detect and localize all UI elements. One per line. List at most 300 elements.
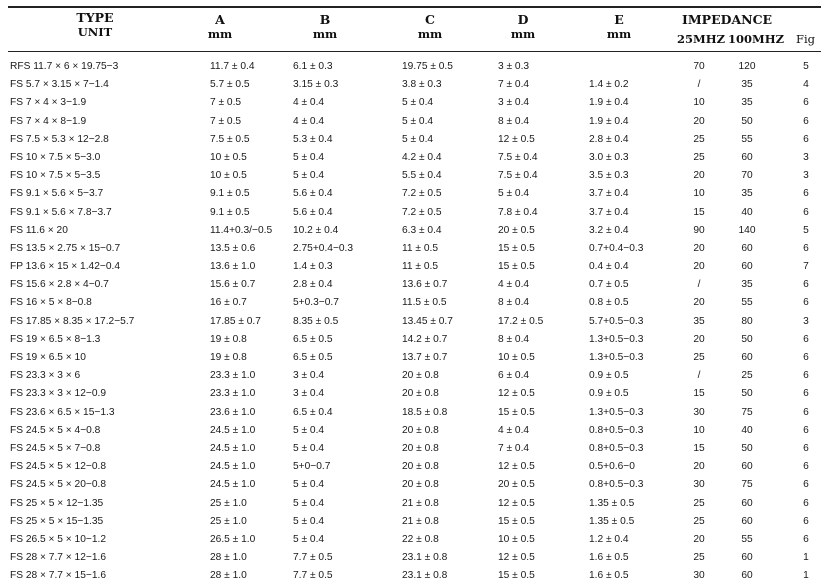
impedance-100mhz-cell: 50 xyxy=(741,388,753,400)
table-row xyxy=(0,458,829,476)
impedance-25mhz-cell: 35 xyxy=(693,315,705,327)
table-row xyxy=(0,276,829,294)
c-cell: 21 ± 0.8 xyxy=(402,497,439,509)
a-cell: 24.5 ± 1.0 xyxy=(210,479,256,491)
impedance-25mhz-cell: / xyxy=(697,279,701,291)
a-cell: 23.3 ± 1.0 xyxy=(210,388,256,400)
unit-cell: FS 19 × 6.5 × 10 xyxy=(10,352,86,363)
b-cell: 2.75+0.4−0.3 xyxy=(293,242,354,254)
unit-cell: FS 9.1 × 5.6 × 5−3.7 xyxy=(10,188,104,200)
table-row xyxy=(0,240,829,258)
a-cell: 23.3 ± 1.0 xyxy=(210,370,256,382)
b-cell: 5 ± 0.4 xyxy=(293,442,325,454)
impedance-25mhz-cell: 10 xyxy=(693,97,705,109)
header-a-unit: mm xyxy=(207,27,233,41)
impedance-100mhz-cell: 60 xyxy=(741,261,753,273)
d-cell: 15 ± 0.5 xyxy=(498,261,535,273)
unit-cell: FS 19 × 6.5 × 8−1.3 xyxy=(10,333,101,345)
impedance-25mhz-cell: 25 xyxy=(693,352,705,363)
e-cell: 5.7+0.5−0.3 xyxy=(589,315,644,327)
b-cell: 5 ± 0.4 xyxy=(293,533,325,545)
impedance-100mhz-cell: 60 xyxy=(741,242,753,254)
impedance-100mhz-cell: 60 xyxy=(741,497,753,509)
fig-cell: 6 xyxy=(803,461,809,473)
a-cell: 25 ± 1.0 xyxy=(210,497,247,509)
fig-cell: 7 xyxy=(803,261,809,273)
b-cell: 5+0−0.7 xyxy=(293,461,331,473)
impedance-25mhz-cell: 15 xyxy=(693,442,705,454)
fig-cell: 6 xyxy=(803,388,809,400)
a-cell: 10 ± 0.5 xyxy=(210,151,247,163)
e-cell: 1.9 ± 0.4 xyxy=(589,97,629,109)
fig-cell: 3 xyxy=(803,151,809,163)
d-cell: 7.5 ± 0.4 xyxy=(498,170,538,182)
table-row xyxy=(0,313,829,331)
table-row xyxy=(0,76,829,94)
e-cell: 1.35 ± 0.5 xyxy=(589,497,635,509)
impedance-100mhz-cell: 25 xyxy=(741,370,753,382)
impedance-100mhz-cell: 35 xyxy=(741,97,753,109)
e-cell: 0.9 ± 0.5 xyxy=(589,370,629,382)
table-row xyxy=(0,167,829,185)
c-cell: 23.1 ± 0.8 xyxy=(402,570,448,582)
unit-cell: FS 25 × 5 × 12−1.35 xyxy=(10,497,104,509)
unit-cell: FS 7 × 4 × 3−1.9 xyxy=(10,97,87,109)
b-cell: 5 ± 0.4 xyxy=(293,151,325,163)
unit-cell: FS 15.6 × 2.8 × 4−0.7 xyxy=(10,279,109,291)
fig-cell: 6 xyxy=(803,188,809,200)
fig-cell: 1 xyxy=(803,570,809,582)
d-cell: 7.8 ± 0.4 xyxy=(498,206,538,218)
fig-cell: 5 xyxy=(803,61,809,72)
table-row xyxy=(0,367,829,385)
header-25mhz: 25MHZ xyxy=(677,32,725,46)
b-cell: 5+0.3−0.7 xyxy=(293,297,339,309)
header-a xyxy=(205,12,235,41)
fig-cell: 6 xyxy=(803,97,809,109)
header-100mhz: 100MHZ xyxy=(728,32,784,46)
table-row xyxy=(0,204,829,222)
impedance-25mhz-cell: 30 xyxy=(693,570,705,582)
c-cell: 5.5 ± 0.4 xyxy=(402,170,442,182)
e-cell: 3.2 ± 0.4 xyxy=(589,224,629,236)
impedance-100mhz-cell: 70 xyxy=(741,170,753,182)
header-d-label: D xyxy=(517,12,529,27)
b-cell: 6.5 ± 0.5 xyxy=(293,333,333,345)
b-cell: 5.6 ± 0.4 xyxy=(293,188,333,200)
c-cell: 20 ± 0.8 xyxy=(402,370,439,382)
fig-cell: 6 xyxy=(803,406,809,418)
impedance-100mhz-cell: 120 xyxy=(738,61,756,72)
impedance-100mhz-cell: 35 xyxy=(741,279,753,291)
impedance-25mhz-cell: 20 xyxy=(693,461,705,473)
d-cell: 8 ± 0.4 xyxy=(498,297,530,309)
unit-cell: RFS 11.7 × 6 × 19.75−3 xyxy=(10,61,119,72)
c-cell: 7.2 ± 0.5 xyxy=(402,206,442,218)
table-row xyxy=(0,422,829,440)
d-cell: 12 ± 0.5 xyxy=(498,552,535,564)
e-cell: 1.4 ± 0.2 xyxy=(589,79,629,91)
a-cell: 5.7 ± 0.5 xyxy=(210,79,250,91)
top-rule xyxy=(8,6,821,8)
fig-cell: 1 xyxy=(803,552,809,564)
e-cell: 1.6 ± 0.5 xyxy=(589,552,629,564)
c-cell: 20 ± 0.8 xyxy=(402,424,439,436)
e-cell: 0.7 ± 0.5 xyxy=(589,279,629,291)
fig-cell: 6 xyxy=(803,424,809,436)
b-cell: 6.1 ± 0.3 xyxy=(293,61,333,72)
impedance-25mhz-cell: 70 xyxy=(693,61,705,72)
a-cell: 19 ± 0.8 xyxy=(210,333,247,345)
impedance-25mhz-cell: 25 xyxy=(693,497,705,509)
b-cell: 4 ± 0.4 xyxy=(293,115,325,127)
impedance-25mhz-cell: 20 xyxy=(693,115,705,127)
b-cell: 6.5 ± 0.4 xyxy=(293,406,333,418)
impedance-100mhz-cell: 50 xyxy=(741,333,753,345)
header-rule xyxy=(8,51,821,52)
b-cell: 4 ± 0.4 xyxy=(293,97,325,109)
b-cell: 5 ± 0.4 xyxy=(293,497,325,509)
c-cell: 20 ± 0.8 xyxy=(402,388,439,400)
b-cell: 3.15 ± 0.3 xyxy=(293,79,339,91)
c-cell: 20 ± 0.8 xyxy=(402,461,439,473)
a-cell: 28 ± 1.0 xyxy=(210,552,247,564)
fig-cell: 4 xyxy=(803,79,809,91)
fig-cell: 6 xyxy=(803,352,809,363)
impedance-25mhz-cell: 20 xyxy=(693,297,705,309)
impedance-25mhz-cell: 10 xyxy=(693,188,705,200)
impedance-100mhz-cell: 60 xyxy=(741,552,753,564)
header-d xyxy=(508,12,538,41)
unit-cell: FS 24.5 × 5 × 12−0.8 xyxy=(10,461,107,473)
a-cell: 13.6 ± 1.0 xyxy=(210,261,256,273)
unit-cell: FS 25 × 5 × 15−1.35 xyxy=(10,515,104,527)
b-cell: 5 ± 0.4 xyxy=(293,515,325,527)
impedance-100mhz-cell: 60 xyxy=(741,461,753,473)
impedance-25mhz-cell: 25 xyxy=(693,133,705,145)
unit-cell: FS 17.85 × 8.35 × 17.2−5.7 xyxy=(10,315,135,327)
b-cell: 5 ± 0.4 xyxy=(293,424,325,436)
fig-cell: 6 xyxy=(803,497,809,509)
c-cell: 7.2 ± 0.5 xyxy=(402,188,442,200)
e-cell: 0.8+0.5−0.3 xyxy=(589,424,644,436)
c-cell: 6.3 ± 0.4 xyxy=(402,224,442,236)
impedance-100mhz-cell: 60 xyxy=(741,352,753,363)
d-cell: 7.5 ± 0.4 xyxy=(498,151,538,163)
e-cell: 0.8+0.5−0.3 xyxy=(589,442,644,454)
impedance-25mhz-cell: 20 xyxy=(693,333,705,345)
fig-cell: 6 xyxy=(803,297,809,309)
b-cell: 8.35 ± 0.5 xyxy=(293,315,339,327)
c-cell: 13.7 ± 0.7 xyxy=(402,352,448,363)
header-fig: Fig xyxy=(796,32,816,46)
header-unit-label: UNIT xyxy=(77,25,113,39)
a-cell: 26.5 ± 1.0 xyxy=(210,533,256,545)
impedance-25mhz-cell: / xyxy=(697,79,701,91)
c-cell: 5 ± 0.4 xyxy=(402,115,434,127)
unit-cell: FS 24.5 × 5 × 20−0.8 xyxy=(10,479,107,491)
a-cell: 19 ± 0.8 xyxy=(210,352,247,363)
fig-cell: 6 xyxy=(803,515,809,527)
table-row xyxy=(0,131,829,149)
e-cell: 1.3+0.5−0.3 xyxy=(589,333,644,345)
impedance-100mhz-cell: 140 xyxy=(738,224,756,236)
d-cell: 10 ± 0.5 xyxy=(498,352,535,363)
a-cell: 25 ± 1.0 xyxy=(210,515,247,527)
a-cell: 7 ± 0.5 xyxy=(210,97,242,109)
header-type-unit xyxy=(60,10,130,39)
e-cell: 2.8 ± 0.4 xyxy=(589,133,629,145)
impedance-100mhz-cell: 80 xyxy=(741,315,753,327)
unit-cell: FS 24.5 × 5 × 7−0.8 xyxy=(10,442,101,454)
fig-cell: 6 xyxy=(803,442,809,454)
d-cell: 4 ± 0.4 xyxy=(498,424,530,436)
d-cell: 17.2 ± 0.5 xyxy=(498,315,544,327)
e-cell: 0.5+0.6−0 xyxy=(589,461,635,473)
unit-cell: FS 23.3 × 3 × 6 xyxy=(10,370,81,382)
impedance-25mhz-cell: 10 xyxy=(693,424,705,436)
b-cell: 2.8 ± 0.4 xyxy=(293,279,333,291)
table-body xyxy=(0,58,829,585)
impedance-25mhz-cell: 90 xyxy=(693,224,705,236)
d-cell: 5 ± 0.4 xyxy=(498,188,530,200)
b-cell: 3 ± 0.4 xyxy=(293,370,325,382)
impedance-25mhz-cell: 15 xyxy=(693,388,705,400)
impedance-25mhz-cell: 25 xyxy=(693,552,705,564)
d-cell: 15 ± 0.5 xyxy=(498,515,535,527)
unit-cell: FS 7 × 4 × 8−1.9 xyxy=(10,115,87,127)
e-cell: 1.9 ± 0.4 xyxy=(589,115,629,127)
table-row xyxy=(0,294,829,312)
c-cell: 11.5 ± 0.5 xyxy=(402,297,447,309)
a-cell: 7.5 ± 0.5 xyxy=(210,133,250,145)
e-cell: 3.7 ± 0.4 xyxy=(589,206,629,218)
fig-cell: 3 xyxy=(803,315,809,327)
impedance-25mhz-cell: 20 xyxy=(693,261,705,273)
d-cell: 15 ± 0.5 xyxy=(498,570,535,582)
table-row xyxy=(0,149,829,167)
impedance-100mhz-cell: 55 xyxy=(741,297,753,309)
b-cell: 5 ± 0.4 xyxy=(293,479,325,491)
a-cell: 7 ± 0.5 xyxy=(210,115,242,127)
fig-cell: 6 xyxy=(803,242,809,254)
header-c-label: C xyxy=(425,12,435,27)
fig-cell: 6 xyxy=(803,115,809,127)
c-cell: 13.6 ± 0.7 xyxy=(402,279,448,291)
table-row xyxy=(0,331,829,349)
a-cell: 17.85 ± 0.7 xyxy=(210,315,261,327)
e-cell: 0.8 ± 0.5 xyxy=(589,297,629,309)
a-cell: 9.1 ± 0.5 xyxy=(210,188,250,200)
impedance-25mhz-cell: 25 xyxy=(693,515,705,527)
table-row xyxy=(0,222,829,240)
impedance-25mhz-cell: / xyxy=(697,370,701,382)
header-e-unit: mm xyxy=(606,27,632,41)
a-cell: 16 ± 0.7 xyxy=(210,297,247,309)
c-cell: 4.2 ± 0.4 xyxy=(402,151,442,163)
unit-cell: FS 26.5 × 5 × 10−1.2 xyxy=(10,533,107,545)
a-cell: 24.5 ± 1.0 xyxy=(210,442,256,454)
c-cell: 20 ± 0.8 xyxy=(402,442,439,454)
a-cell: 28 ± 1.0 xyxy=(210,570,247,582)
fig-cell: 6 xyxy=(803,479,809,491)
fig-cell: 6 xyxy=(803,206,809,218)
header-b-unit: mm xyxy=(312,27,338,41)
header-a-label: A xyxy=(215,12,225,27)
impedance-100mhz-cell: 60 xyxy=(741,515,753,527)
impedance-25mhz-cell: 25 xyxy=(693,151,705,163)
d-cell: 12 ± 0.5 xyxy=(498,497,535,509)
impedance-100mhz-cell: 35 xyxy=(741,79,753,91)
c-cell: 21 ± 0.8 xyxy=(402,515,439,527)
impedance-25mhz-cell: 15 xyxy=(693,206,705,218)
table-row xyxy=(0,385,829,403)
c-cell: 22 ± 0.8 xyxy=(402,533,439,545)
header-d-unit: mm xyxy=(510,27,536,41)
d-cell: 12 ± 0.5 xyxy=(498,388,535,400)
fig-cell: 6 xyxy=(803,333,809,345)
c-cell: 5 ± 0.4 xyxy=(402,133,434,145)
unit-cell: FS 28 × 7.7 × 12−1.6 xyxy=(10,552,107,564)
header-b xyxy=(310,12,340,41)
impedance-25mhz-cell: 30 xyxy=(693,479,705,491)
a-cell: 15.6 ± 0.7 xyxy=(210,279,256,291)
impedance-100mhz-cell: 50 xyxy=(741,115,753,127)
header-c xyxy=(415,12,445,41)
fig-cell: 3 xyxy=(803,170,809,182)
b-cell: 6.5 ± 0.5 xyxy=(293,352,333,363)
header-impedance: IMPEDANCE xyxy=(682,12,773,27)
c-cell: 3.8 ± 0.3 xyxy=(402,79,442,91)
impedance-25mhz-cell: 20 xyxy=(693,242,705,254)
b-cell: 7.7 ± 0.5 xyxy=(293,570,333,582)
a-cell: 10 ± 0.5 xyxy=(210,170,247,182)
d-cell: 10 ± 0.5 xyxy=(498,533,535,545)
b-cell: 7.7 ± 0.5 xyxy=(293,552,333,564)
e-cell: 0.4 ± 0.4 xyxy=(589,261,629,273)
fig-cell: 5 xyxy=(803,224,809,236)
c-cell: 19.75 ± 0.5 xyxy=(402,61,453,72)
impedance-100mhz-cell: 75 xyxy=(741,406,753,418)
table-row xyxy=(0,440,829,458)
c-cell: 23.1 ± 0.8 xyxy=(402,552,448,564)
e-cell: 0.8+0.5−0.3 xyxy=(589,479,644,491)
unit-cell: FS 13.5 × 2.75 × 15−0.7 xyxy=(10,242,121,254)
fig-cell: 6 xyxy=(803,133,809,145)
table-row xyxy=(0,94,829,112)
impedance-25mhz-cell: 20 xyxy=(693,170,705,182)
a-cell: 9.1 ± 0.5 xyxy=(210,206,250,218)
c-cell: 18.5 ± 0.8 xyxy=(402,406,448,418)
fig-cell: 6 xyxy=(803,279,809,291)
unit-cell: FS 24.5 × 5 × 4−0.8 xyxy=(10,424,101,436)
b-cell: 1.4 ± 0.3 xyxy=(293,261,333,273)
header-type-label: TYPE xyxy=(76,10,114,25)
impedance-100mhz-cell: 60 xyxy=(741,151,753,163)
a-cell: 24.5 ± 1.0 xyxy=(210,461,256,473)
table-row xyxy=(0,349,829,367)
d-cell: 20 ± 0.5 xyxy=(498,479,535,491)
unit-cell: FS 28 × 7.7 × 15−1.6 xyxy=(10,570,107,582)
e-cell: 1.3+0.5−0.3 xyxy=(589,406,644,418)
impedance-25mhz-cell: 30 xyxy=(693,406,705,418)
impedance-100mhz-cell: 40 xyxy=(741,424,753,436)
e-cell: 1.3+0.5−0.3 xyxy=(589,352,644,363)
d-cell: 15 ± 0.5 xyxy=(498,406,535,418)
impedance-100mhz-cell: 50 xyxy=(741,442,753,454)
a-cell: 11.7 ± 0.4 xyxy=(210,61,255,72)
b-cell: 5 ± 0.4 xyxy=(293,170,325,182)
e-cell: 3.7 ± 0.4 xyxy=(589,188,629,200)
d-cell: 12 ± 0.5 xyxy=(498,133,535,145)
a-cell: 23.6 ± 1.0 xyxy=(210,406,256,418)
d-cell: 7 ± 0.4 xyxy=(498,79,530,91)
unit-cell: FS 9.1 × 5.6 × 7.8−3.7 xyxy=(10,206,112,218)
impedance-100mhz-cell: 55 xyxy=(741,533,753,545)
c-cell: 20 ± 0.8 xyxy=(402,479,439,491)
impedance-100mhz-cell: 40 xyxy=(741,206,753,218)
table-row xyxy=(0,495,829,513)
impedance-25mhz-cell: 20 xyxy=(693,533,705,545)
table-row xyxy=(0,531,829,549)
header-e-label: E xyxy=(614,12,624,27)
table-row xyxy=(0,404,829,422)
impedance-100mhz-cell: 75 xyxy=(741,479,753,491)
d-cell: 12 ± 0.5 xyxy=(498,461,535,473)
d-cell: 3 ± 0.3 xyxy=(498,61,530,72)
header-e xyxy=(604,12,634,41)
d-cell: 15 ± 0.5 xyxy=(498,242,535,254)
d-cell: 8 ± 0.4 xyxy=(498,333,530,345)
table-row xyxy=(0,513,829,531)
a-cell: 11.4+0.3/−0.5 xyxy=(210,224,273,236)
table-row xyxy=(0,476,829,494)
fig-cell: 6 xyxy=(803,533,809,545)
impedance-100mhz-cell: 60 xyxy=(741,570,753,582)
c-cell: 11 ± 0.5 xyxy=(402,261,438,273)
e-cell: 1.35 ± 0.5 xyxy=(589,515,635,527)
b-cell: 3 ± 0.4 xyxy=(293,388,325,400)
unit-cell: FS 10 × 7.5 × 5−3.5 xyxy=(10,170,101,182)
c-cell: 14.2 ± 0.7 xyxy=(402,333,448,345)
d-cell: 6 ± 0.4 xyxy=(498,370,530,382)
table-row xyxy=(0,567,829,585)
e-cell: 0.7+0.4−0.3 xyxy=(589,242,644,254)
unit-cell: FS 5.7 × 3.15 × 7−1.4 xyxy=(10,79,109,91)
unit-cell: FS 23.6 × 6.5 × 15−1.3 xyxy=(10,406,115,418)
c-cell: 11 ± 0.5 xyxy=(402,242,438,254)
unit-cell: FS 11.6 × 20 xyxy=(10,224,68,236)
c-cell: 5 ± 0.4 xyxy=(402,97,434,109)
d-cell: 7 ± 0.4 xyxy=(498,442,530,454)
e-cell: 1.6 ± 0.5 xyxy=(589,570,629,582)
unit-cell: FS 10 × 7.5 × 5−3.0 xyxy=(10,151,101,163)
d-cell: 20 ± 0.5 xyxy=(498,224,535,236)
d-cell: 8 ± 0.4 xyxy=(498,115,530,127)
table-row xyxy=(0,258,829,276)
b-cell: 10.2 ± 0.4 xyxy=(293,224,339,236)
table-row xyxy=(0,549,829,567)
header-b-label: B xyxy=(319,12,331,27)
e-cell: 3.0 ± 0.3 xyxy=(589,151,629,163)
fig-cell: 6 xyxy=(803,370,809,382)
e-cell: 0.9 ± 0.5 xyxy=(589,388,629,400)
unit-cell: FS 16 × 5 × 8−0.8 xyxy=(10,297,92,309)
a-cell: 13.5 ± 0.6 xyxy=(210,242,256,254)
e-cell: 1.2 ± 0.4 xyxy=(589,533,629,545)
c-cell: 13.45 ± 0.7 xyxy=(402,315,453,327)
header-c-unit: mm xyxy=(417,27,443,41)
